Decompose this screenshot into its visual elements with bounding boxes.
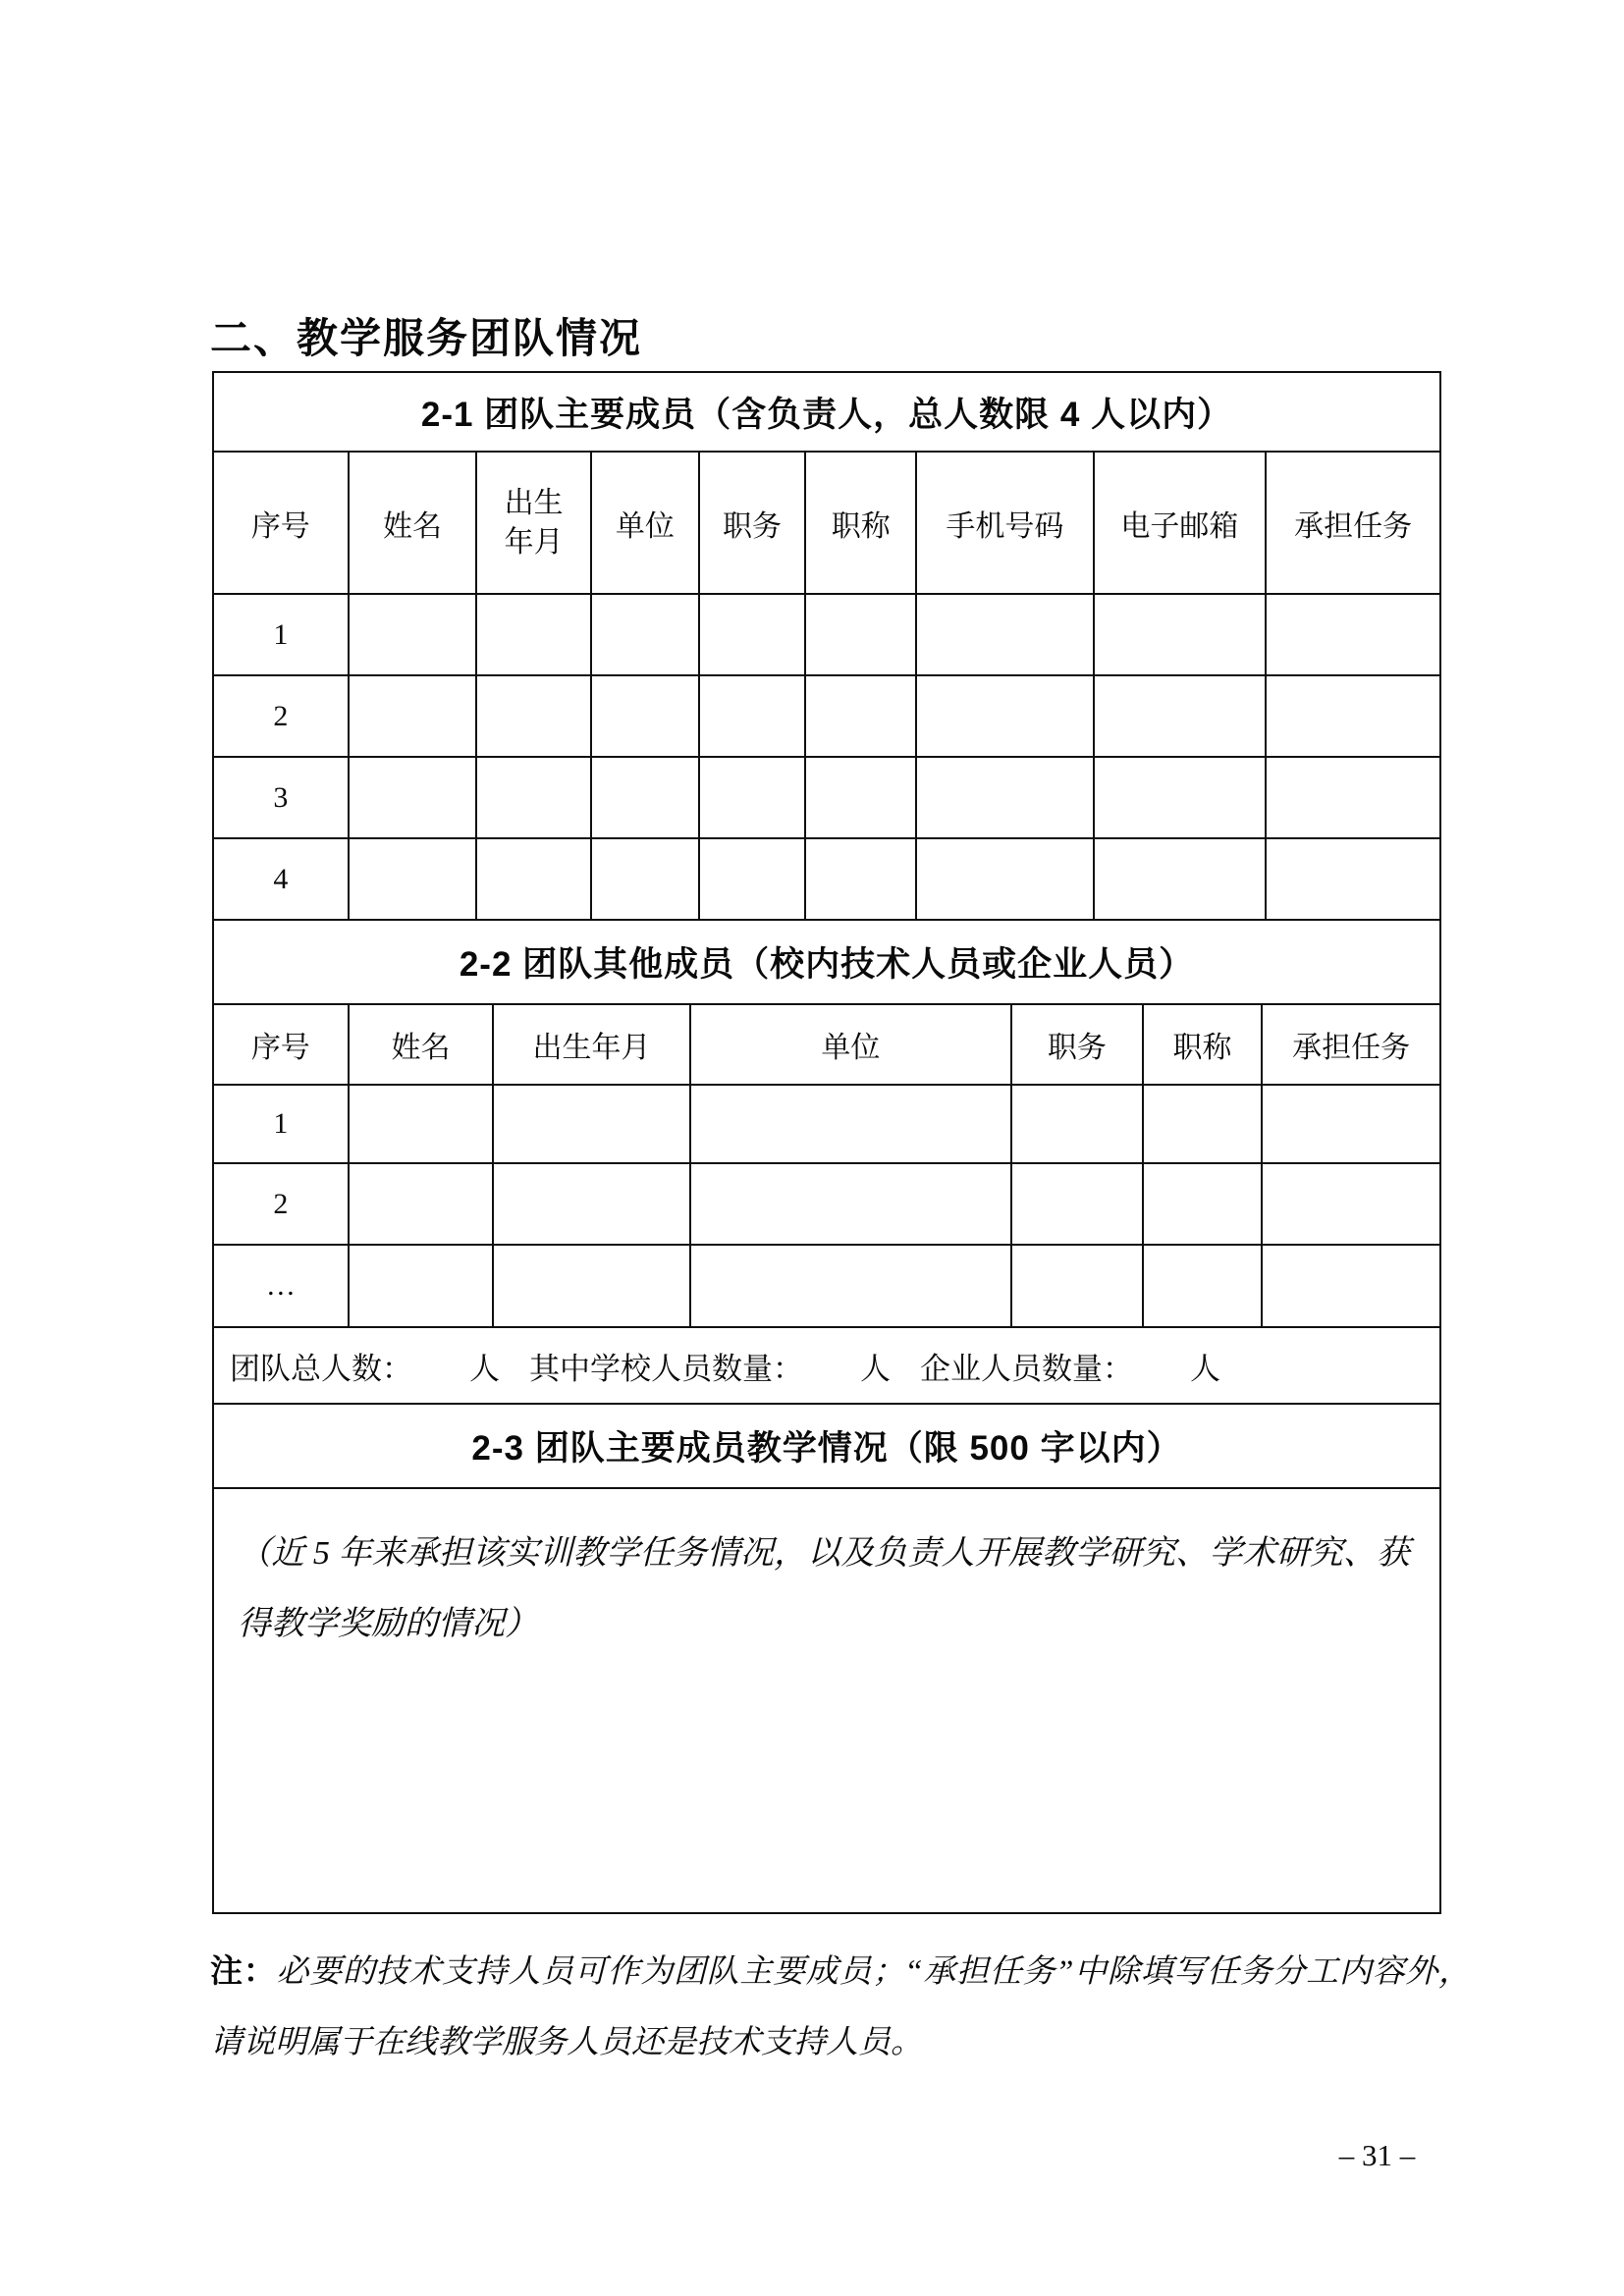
empty-cell [592, 676, 700, 756]
empty-cell [592, 595, 700, 674]
team-total-unit: 人 [469, 1351, 500, 1386]
col-header-task: 承担任务 [1294, 509, 1413, 543]
empty-cell [1267, 839, 1439, 919]
empty-cell [350, 1164, 495, 1244]
table-row [214, 1164, 1439, 1246]
footnote [210, 1936, 1471, 2078]
empty-cell [1144, 1246, 1264, 1326]
empty-cell [494, 1086, 691, 1162]
empty-cell [477, 758, 592, 837]
empty-cell [806, 676, 917, 756]
row-index: 3 [214, 758, 350, 837]
table-row [214, 1086, 1439, 1164]
empty-cell [477, 595, 592, 674]
col-header-position: 职务 [1012, 1005, 1144, 1084]
col-header-title: 职称 [806, 453, 917, 593]
page-title: 二、教学服务团队情况 [210, 315, 643, 361]
empty-cell [1267, 758, 1439, 837]
col-header-birthdate: 出生年月 [494, 1005, 691, 1084]
empty-cell [477, 839, 592, 919]
col-header-name: 姓名 [350, 453, 478, 593]
empty-cell [700, 595, 807, 674]
col-header-name: 姓名 [350, 1005, 495, 1084]
empty-cell [592, 839, 700, 919]
row-index: 4 [214, 839, 350, 919]
empty-cell [700, 839, 807, 919]
table-2-2-column-header-row [214, 1005, 1439, 1086]
empty-cell [691, 1164, 1012, 1244]
row-index: 1 [214, 595, 350, 674]
empty-cell [1144, 1086, 1264, 1162]
empty-cell [1263, 1164, 1439, 1244]
empty-cell [1263, 1086, 1439, 1162]
empty-cell [1012, 1246, 1144, 1326]
col-header-position: 职务 [700, 453, 807, 593]
empty-cell [806, 758, 917, 837]
empty-cell [1095, 595, 1268, 674]
col-header-unit: 单位 [592, 453, 700, 593]
empty-cell [350, 1086, 495, 1162]
col-header-index: 序号 [214, 1005, 350, 1084]
empty-cell [350, 676, 478, 756]
section-2-3-header: 2-3 团队主要成员教学情况（限 500 字以内） [214, 1405, 1439, 1489]
footnote-label: 注： [210, 1952, 277, 1989]
table-row [214, 839, 1439, 921]
school-count-label: 其中学校人员数量： [529, 1351, 803, 1386]
empty-cell [1095, 676, 1268, 756]
empty-cell [477, 676, 592, 756]
col-header-task: 承担任务 [1292, 1032, 1411, 1064]
empty-cell [1095, 839, 1268, 919]
empty-cell [700, 758, 807, 837]
table-row [214, 595, 1439, 676]
empty-cell [700, 676, 807, 756]
empty-cell [917, 839, 1095, 919]
row-index: 2 [214, 1164, 350, 1244]
row-index: … [214, 1246, 350, 1326]
section-2-3-content-row [214, 1489, 1439, 1912]
empty-cell [1267, 595, 1439, 674]
section-2-2-header: 2-2 团队其他成员（校内技术人员或企业人员） [214, 921, 1439, 1005]
empty-cell [917, 676, 1095, 756]
empty-cell [691, 1246, 1012, 1326]
row-index: 2 [214, 676, 350, 756]
empty-cell [806, 839, 917, 919]
enterprise-count-unit: 人 [1190, 1351, 1220, 1386]
page-number: – 31 – [1338, 2138, 1416, 2172]
empty-cell [350, 839, 478, 919]
team-totals-row [214, 1328, 1439, 1405]
col-header-title: 职称 [1144, 1005, 1264, 1084]
empty-cell [917, 758, 1095, 837]
teaching-situation-placeholder: （近 5 年来承担该实训教学任务情况，以及负责人开展教学研究、学术研究、获得教学奖励的情况） [238, 1535, 1410, 1642]
table-row [214, 758, 1439, 839]
col-header-unit: 单位 [691, 1005, 1012, 1084]
col-header-index: 序号 [214, 453, 350, 593]
empty-cell [350, 1246, 495, 1326]
empty-cell [1012, 1164, 1144, 1244]
col-header-email: 电子邮箱 [1095, 453, 1268, 593]
empty-cell [806, 595, 917, 674]
table-row [214, 1246, 1439, 1328]
empty-cell [1144, 1164, 1264, 1244]
empty-cell [1012, 1086, 1144, 1162]
table-row [214, 676, 1439, 758]
table-2-1-column-header-row [214, 453, 1439, 595]
empty-cell [1263, 1246, 1439, 1326]
empty-cell [592, 758, 700, 837]
footnote-body: 必要的技术支持人员可作为团队主要成员；“承担任务”中除填写任务分工内容外，请说明属于在线教学服务人员还是技术支持人员。 [210, 1954, 1471, 2060]
empty-cell [917, 595, 1095, 674]
enterprise-count-label: 企业人员数量： [920, 1351, 1133, 1386]
section-2-1-header: 2-1 团队主要成员（含负责人，总人数限 4 人以内） [214, 373, 1439, 453]
empty-cell [691, 1086, 1012, 1162]
empty-cell [350, 758, 478, 837]
empty-cell [1267, 676, 1439, 756]
col-header-phone: 手机号码 [917, 453, 1095, 593]
empty-cell [350, 595, 478, 674]
col-header-birthdate: 出生年月 [477, 453, 592, 593]
row-index: 1 [214, 1086, 350, 1162]
empty-cell [494, 1164, 691, 1244]
school-count-unit: 人 [860, 1351, 891, 1386]
team-info-table [212, 371, 1441, 1914]
team-total-label: 团队总人数： [230, 1351, 412, 1386]
empty-cell [1095, 758, 1268, 837]
empty-cell [494, 1246, 691, 1326]
